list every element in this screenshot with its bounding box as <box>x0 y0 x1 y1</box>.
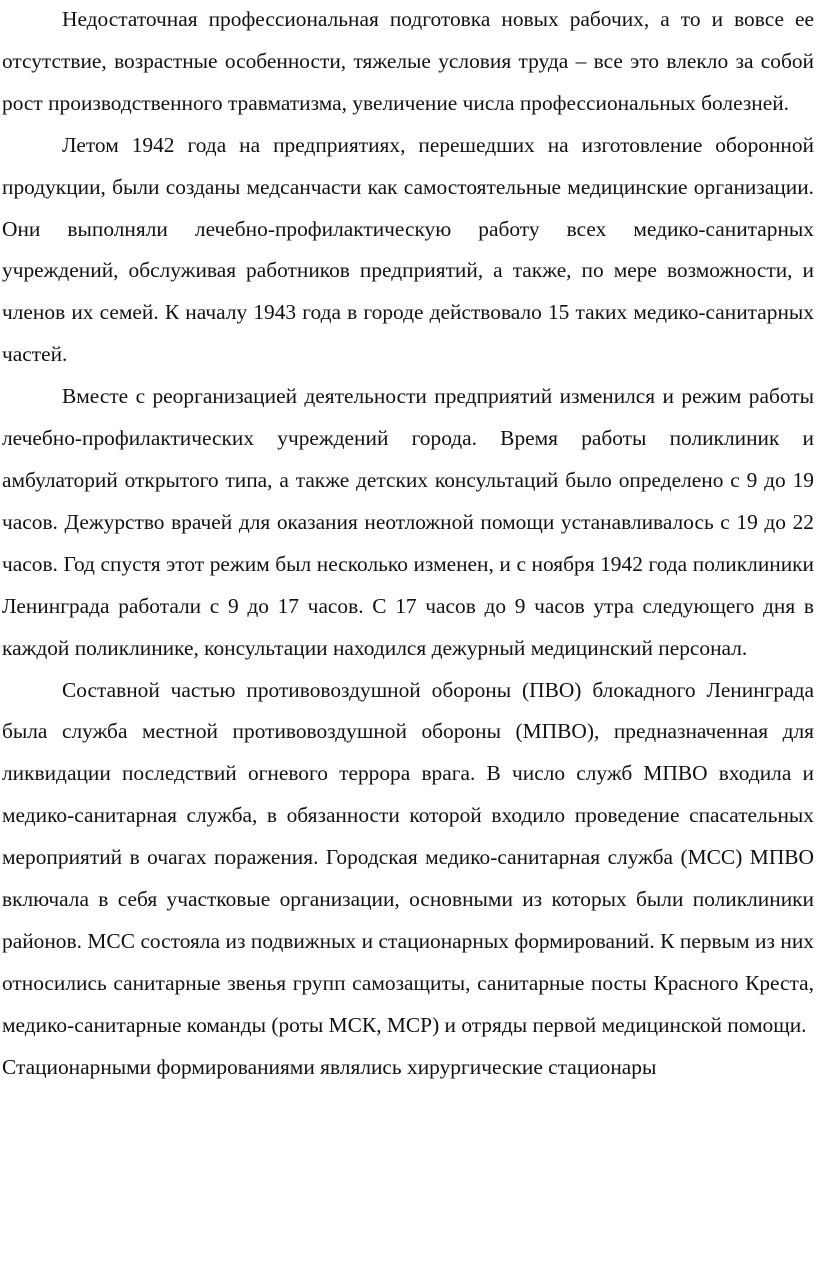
paragraph-3: Вместе с реорганизацией деятельности предприятий изменился и режим работы лечебно-профилактических учреждений города. Время работы поликлиник и амбулаторий открытого типа, а также детских консультаций было определено с 9 до 19 часов. Дежурство врачей для оказания неотложной помощи устанавливалось с 19 до 22 часов. Год спустя этот режим был несколько изменен, и с ноября 1942 года поликлиники Ленинграда работали с 9 до 17 часов. С 17 часов до 9 часов утра следующего дня в каждой поликлинике, консультации находился дежурный медицинский персонал. <box>2 384 814 660</box>
paragraph-4: Составной частью противовоздушной обороны (ПВО) блокадного Ленинграда была служба местной противовоздушной обороны (МПВО), предназначенная для ликвидации последствий огневого террора врага. В число служб МПВО входила и медико-санитарная служба, в обязанности которой входило проведение спасательных мероприятий в очагах поражения. Городская медико-санитарная служба (МСС) МПВО включала в себя участковые организации, основными из которых были поликлиники районов. МСС состояла из подвижных и стационарных формирований. К первым из них относились санитарные звенья групп самозащиты, санитарные посты Красного Креста, медико-санитарные команды (роты МСК, МСР) и отряды первой медицинской помощи. <box>2 677 814 1037</box>
paragraph-2: Летом 1942 года на предприятиях, перешедших на изготовление оборонной продукции, были созданы медсанчасти как самостоятельные медицинские организации. Они выполняли лечебно-профилактическую работу всех медико-санитарных учреждений, обслуживая работников предприятий, а также, по мере возможности, и членов их семей. К началу 1943 года в городе действовало 15 таких медико-санитарных частей. <box>2 132 814 367</box>
paragraph-5-partial: Стационарными формированиями являлись хирургические стационары <box>2 1054 657 1079</box>
paragraph-1: Недостаточная профессиональная подготовка новых рабочих, а то и вовсе ее отсутствие, возрастные особенности, тяжелые условия труда – все это влекло за собой рост производственного травматизма, увеличение числа профессиональных болезней. <box>2 7 814 115</box>
